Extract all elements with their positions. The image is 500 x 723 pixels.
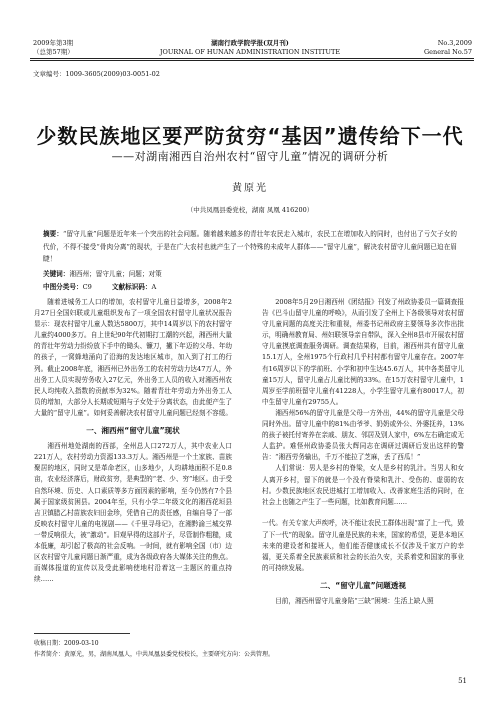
general-number: General No.57 (423, 48, 472, 56)
section-heading-2: 二、“留守儿童”问题透视 (320, 580, 406, 590)
abstract-label: 摘要： (43, 230, 64, 238)
article-subtitle: ——对湖南湘西自治州农村“留守儿童”情况的调研分析 (111, 150, 389, 163)
issue-line: 2009年第3期 (33, 39, 74, 47)
header-rule-bottom (30, 60, 474, 61)
header-center (150, 39, 350, 57)
right-paragraph-1: 2008年5月29日湘西州《团结报》刊发了州政协委员一篇调查报告《巴斗山留守儿童的呼唤》，从而引发了全州上下各级领导对农村留守儿童问题的高度关注和重视，州委书记州政府主要领导多次作出批示，明确州教育局、州妇联领导亲自带队，深入全州8县市开展农村留守儿童摸底调查服务调研。调查结果称，目前，湘西州共有留守儿童15.1万人，全州1975个行政村几乎村村都有留守儿童存在。2007年有16周岁以下的学前班、小学和初中生达45.6万人，其中各类留守儿童15万人，留守儿童占儿童比例的33%。在15万农村留守儿童中，1周岁至学前班留守儿童有41228人，小学生留守儿童有80017人，初中生留守儿童有29755人。 (262, 298, 465, 406)
abstract-text: “留守儿童”问题是近年来一个突出的社会问题。随着越来越多的青壮年农民走入城市，农民工在增加收入的同时，也付出了亏欠子女的代价，不得不接受“骨肉分离”的现状，于是在广大农村也就产生了一个特殊的未成年人群体——“留守儿童”，解决农村留守儿童问题已迫在眉睫！ (43, 230, 457, 263)
clc-value: C9 (82, 283, 92, 291)
issue-number: No.3,2009 (437, 39, 472, 47)
keywords-text: 湘西州；留守儿童；问题；对策 (69, 270, 162, 278)
footnote-received: 收稿日期：2009-03-10 (34, 640, 99, 647)
right-paragraph-4: 一代。有关专家大声疾呼，决不能让农民工群体出现“富了上一代，毁了下一代”的现象。留守儿童是民族的未来，国家的希望，更是本地区未来的建设者和接班人，他们能否健康成长不仅涉及千家万户的幸福，更关系着全民族素质和社会的长治久安，关系着党和国家的事业的可持续发展。 (262, 519, 464, 572)
footnote-author-bio: 作者简介：黄原光，男，湖南凤凰人，中共凤凰县委党校校长，主要研究方向：公共管理。 (34, 651, 275, 658)
right-paragraph-2: 湘西州56%的留守儿童是父母一方外出，44%的留守儿童是父母同时外出。留守儿童中的81%由爷爷、奶奶或外公、外婆抚养，13%的孩子被托付寄养在亲戚、朋友、邻居及别人家中，6%左右确定或无人监护。难怪州政协委员张大辉同志在调研过调研后发出这样的警告：“湘西劳务输出，千万不能拉了芝麻，丢了西瓜！” (262, 408, 464, 462)
body-right-column (262, 297, 464, 607)
article-number: 文章编号：1009-3605(2009)03-0051-02 (33, 70, 160, 78)
body-left-column (34, 297, 232, 629)
section-heading-1: 一、湘西州“留守儿童”现状 (86, 426, 180, 436)
right-paragraph-3: 人们常说：男人是乡村的脊梁，女人是乡村的乳汁。当男人和女人离开乡村，留下的就是一个没有脊梁和乳汁、受伤的、虚弱的农村。少数民族地区农民进城打工增加收入、改善家庭生活的同时，在社会上也随之产生了一些问题，比如教育问题…… (262, 464, 464, 506)
footnote-rule (34, 633, 130, 634)
keywords-label: 关键词： (43, 270, 70, 278)
left-paragraph-2: 湘西州地处湖南的西部，全州总人口272万人，其中农业人口221万人，农村劳动力资源133.3万人。湘西州是一个土家族、苗族聚居的地区，同时又是革命老区，山多地少，人均耕地面积不足0.8亩，农业经济落后，财政贫穷，是典型的“老、少、穷”地区。由于受自然环境、历史、人口素质等多方面因素的影响，至今仍然有7个县属于国家级贫困县。2004年至，只有小学二年级文化的湘西花垣县吉卫镇腊乙村苗族农妇田金珍，凭借自己的责任感，自编自导了一部反映农村留守儿童的电视剧——《千里寻母记》，在湘黔渝三城交界一带反响很大，被“激动”。旧观早得的这部片子，尽管制作粗糙，成本低廉，却引起了极高的社会反响。一时间，就有影响全国（市）边区农村留守儿童问题日渐严重，成为各级政府各大媒体关注的焦点。而媒体报道的宣传以及受此影响使地村沿着这一主题区的重点持续…… (34, 442, 232, 584)
article-title: 少数民族地区要严防贫穷“基因”遗传给下一代 (36, 124, 464, 148)
header-rule-top (30, 58, 474, 59)
classification (43, 281, 156, 291)
journal-name-cn: 湖南行政学院学报(双月刊) (211, 39, 289, 47)
total-issue-line: （总第57期） (33, 48, 74, 56)
abstract (43, 228, 457, 266)
author-affiliation: （中共凤凰县委党校，湖南 凤凰 416200） (186, 206, 314, 214)
right-paragraph-5: 目前，湘西州留守儿童身陷“三缺”困境：生活上缺人照 (275, 596, 434, 605)
doc-code-label: 文献标识码： (111, 283, 152, 291)
author-name: 黄原光 (232, 183, 268, 194)
doc-code-value: A (151, 283, 157, 291)
header-left (33, 39, 74, 57)
clc-label: 中图分类号： (43, 283, 83, 291)
header-right (424, 39, 472, 57)
page-number: 51 (458, 677, 467, 685)
journal-name-en: JOURNAL OF HUNAN ADMINISTRATION INSTITUTE (159, 48, 341, 56)
left-paragraph-1: 随着进城务工人口的增加，农村留守儿童日益增多，2008年2月27日全国妇联或儿童组织发布了一项全国农村留守儿童状况报告显示：现农村留守儿童人数达5800万，其中14周岁以下的农村留守儿童约4000多万。自上世纪90年代初期打工潮的兴起，湘西州大量的青壮年劳动力纷纷放下手中的锄头、镰刀，撇下年迈的父母、年幼的孩子，一窝蜂地涌向了沿海的发达地区城市，加入到了打工的行列。截止2008年底，湘西州已外出务工的农村劳动力达47万人，外出务工人员实现劳务收入27亿元，外出务工人员的收入对湘西州农民人均纯收入指数的贡献率为32%。随着青壮年劳动力外出务工人员的增加，大部分人长期或短期与子女处于分离状态，由此便产生了大量的“留守儿童”。如何妥善解决农村留守儿童问题已经刻不容缓。 (34, 298, 232, 417)
keywords (43, 268, 162, 278)
